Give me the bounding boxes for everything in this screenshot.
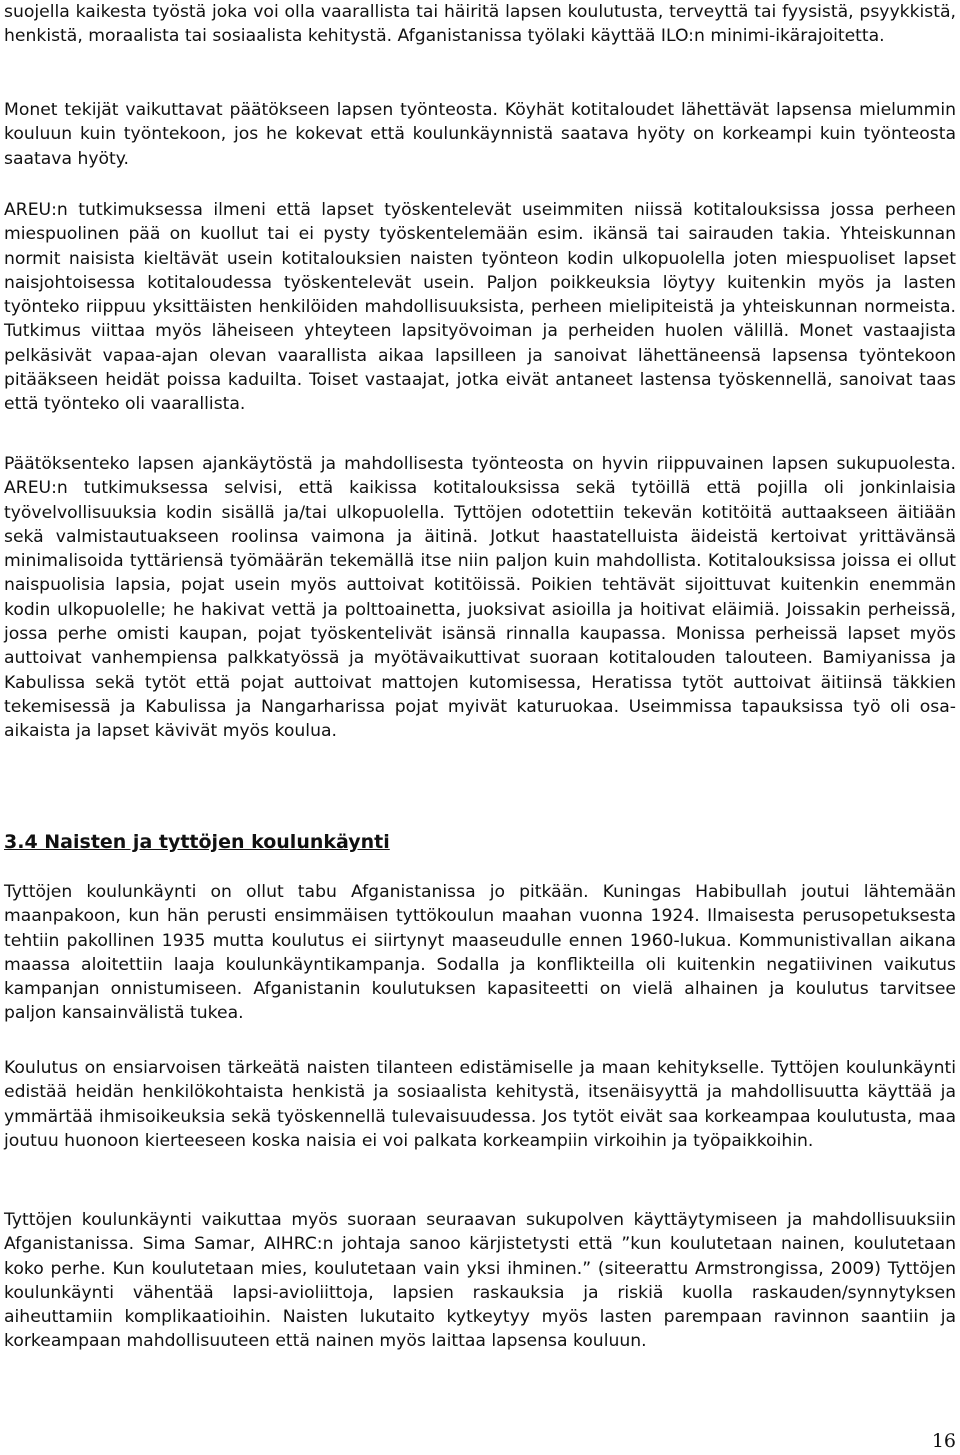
paragraph-girls-schooling-history: Tyttöjen koulunkäynti on ollut tabu Afganistanissa jo pitkään. Kuningas Habibullah joutui lähtemään maanpakoon, kun hän perusti ensimmäisen tyttökoulun maahan vuonna 1924. Ilmaisesta perusopetuksesta tehtiin pakollinen 1935 mutta koulutus ei siirtynyt maaseudulle ennen 1960-lukua. Kommunistivallan aikana maassa aloitettiin laaja koulunkäyntikampanja. Sodalla ja konflikteilla oli kuitenkin negatiivinen vaikutus kampanjan onnistumiseen. Afganistanin koulutuksen kapasiteetti on vielä alhainen ja koulutus tarvitsee paljon kansainvälistä tukea. xyxy=(4,882,956,1024)
paragraph-child-labour-law: suojella kaikesta työstä joka voi olla vaarallista tai häiritä lapsen koulutusta, terveyttä tai fyysistä, psyykkistä, henkistä, moraalista tai sosiaalista kehitystä. Afganistanissa työlaki käyttää ILO:n minimi-ikärajoitetta. xyxy=(4,2,956,47)
paragraph-decision-factors: Monet tekijät vaikuttavat päätökseen lapsen työnteosta. Köyhät kotitaloudet lähettävät lapsensa mielummin kouluun kuin työntekoon, jos he kokevat että koulunkäynnistä saatava hyöty on korkeampi kuin työnteosta saatava hyöty. xyxy=(4,100,956,169)
section-heading: 3.4 Naisten ja tyttöjen koulunkäynti xyxy=(4,831,390,853)
page-number: 16 xyxy=(931,1430,956,1452)
paragraph-education-importance: Koulutus on ensiarvoisen tärkeätä naisten tilanteen edistämiselle ja maan kehitykselle. Tyttöjen koulunkäynti edistää heidän henkilökohtaista henkistä ja sosiaalista kehitystä, itsenäisyyttä ja mahdollisuutta käyttää ja ymmärtää ihmisoikeuksia sekä työskennellä tulevaisuudessa. Jos tytöt eivät saa korkeampaa koulutusta, maa joutuu huonoon kierteeseen koska naisia ei voi palkata korkeampiin virkoihin ja työpaikkoihin. xyxy=(4,1058,956,1151)
paragraph-gender-decisions: Päätöksenteko lapsen ajankäytöstä ja mahdollisesta työnteosta on hyvin riippuvainen lapsen sukupuolesta. AREU:n tutkimuksessa selvisi, että kaikissa kotitalouksissa sekä tytöillä että pojilla oli jonkinlaisia työvelvollisuuksia kodin sisällä ja/tai ulkopuolella. Tyttöjen odotettiin tekevän kotitöitä auttaakseen äitiään sekä valmistautuakseen roolinsa vaimona ja äitinä. Jotkut haastatelluista äideistä kertoivat yrittävänsä minimalisoida tyttäriensä työmäärän tekemällä itse niin paljon kuin mahdollista. Kotitalouksissa joissa ei ollut naispuolisia lapsia, pojat usein myös auttoivat kotitöissä. Poikien tehtävät sijoittuvat kuitenkin enemmän kodin ulkopuolelle; he hakivat vettä ja polttoainetta, juoksivat asioilla ja hoitivat eläimiä. Joissakin perheissä, jossa perhe omisti kaupan, pojat työskentelivät isänsä rinnalla kaupassa. Monissa perheissä lapset myös auttoivat vanhempiensa palkkatyössä ja myötävaikuttivat suoraan kotitalouden talouteen. Bamiyanissa ja Kabulissa sekä tytöt että pojat auttoivat mattojen kutomisessa, Heratissa tytöt auttoivat äitiinsä täkkien tekemisessä ja Kabulissa ja Nangarharissa pojat myivät katuruokaa. Useimmissa tapauksissa työ oli osa-aikaista ja lapset kävivät myös koulua. xyxy=(4,454,956,742)
paragraph-areu-research: AREU:n tutkimuksessa ilmeni että lapset työskentelevät useimmiten niissä kotitalouksissa jossa perheen miespuolinen pää on kuollut tai ei pysty työskentelemään esim. ikänsä tai sairauden takia. Yhteiskunnan normit naisista kieltävät usein kotitalouksien naisten työnteon kodin ulkopuolella joten miespuoliset lapset naisjohtoisessa kotitaloudessa työskentelevät usein. Paljon poikkeuksia löytyy kuitenkin myös ja lasten työnteko riippuu yksittäisten henkilöiden mahdollisuuksista, perheen mielipiteistä ja yhteiskunnan normeista. Tutkimus viittaa myös läheiseen yhteyteen lapsityövoiman ja perheiden huolen välillä. Monet vastaajista pelkäsivät vapaa-ajan olevan vaarallista aikaa lapsilleen ja sanoivat lähettäneensä lapsensa työntekoon pitääkseen heidät poissa kaduilta. Toiset vastaajat, jotka eivät antaneet lastensa työskennellä, sanoivat taas että työnteko oli vaarallista. xyxy=(4,200,956,415)
paragraph-next-generation: Tyttöjen koulunkäynti vaikuttaa myös suoraan seuraavan sukupolven käyttäytymiseen ja mahdollisuuksiin Afganistanissa. Sima Samar, AIHRC:n johtaja sanoo kärjistetysti että ”kun koulutetaan nainen, koulutetaan koko perhe. Kun koulutetaan mies, koulutetaan vain yksi ihminen.” (siteerattu Armstrongissa, 2009) Tyttöjen koulunkäynti vähentää lapsi-avioliittoja, lapsien raskauksia ja riskiä kuolla raskauden/synnytyksen aiheuttamiin komplikaatioihin. Naisten lukutaito kytkeytyy myös lasten parempaan ravinnon saantiin ja korkeampaan mahdollisuuteen että nainen myös laittaa lapsensa kouluun. xyxy=(4,1210,956,1352)
